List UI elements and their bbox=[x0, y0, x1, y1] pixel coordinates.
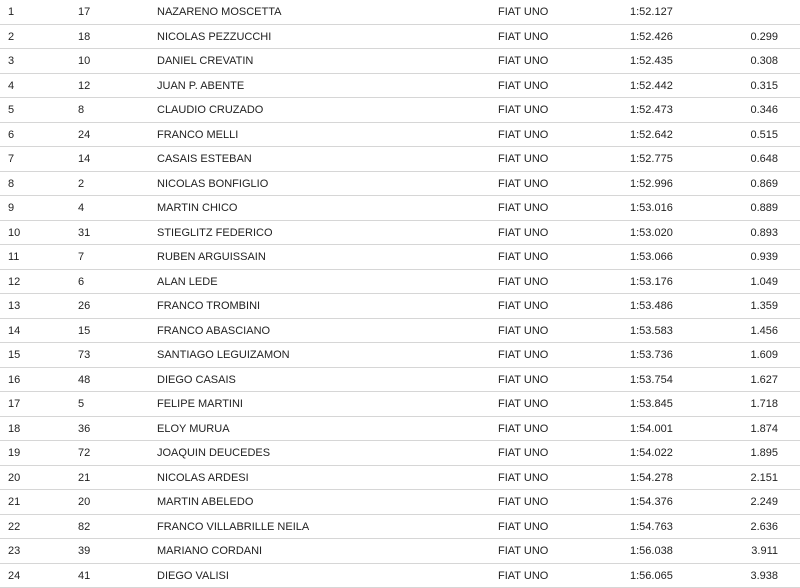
car-model-cell: FIAT UNO bbox=[498, 98, 548, 122]
car-model-cell: FIAT UNO bbox=[498, 270, 548, 294]
lap-time-cell: 1:52.996 bbox=[630, 172, 673, 196]
table-row bbox=[0, 221, 800, 246]
position-cell: 15 bbox=[8, 343, 20, 367]
gap-cell: 0.308 bbox=[750, 49, 778, 73]
table-row bbox=[0, 319, 800, 344]
car-number-cell: 12 bbox=[78, 74, 90, 98]
lap-time-cell: 1:53.020 bbox=[630, 221, 673, 245]
position-cell: 13 bbox=[8, 294, 20, 318]
position-cell: 19 bbox=[8, 441, 20, 465]
gap-cell: 0.315 bbox=[750, 74, 778, 98]
gap-cell: 1.609 bbox=[750, 343, 778, 367]
gap-cell: 1.049 bbox=[750, 270, 778, 294]
car-number-cell: 41 bbox=[78, 564, 90, 588]
lap-time-cell: 1:54.763 bbox=[630, 515, 673, 539]
table-row bbox=[0, 515, 800, 540]
position-cell: 17 bbox=[8, 392, 20, 416]
lap-time-cell: 1:54.001 bbox=[630, 417, 673, 441]
car-number-cell: 5 bbox=[78, 392, 84, 416]
car-model-cell: FIAT UNO bbox=[498, 539, 548, 563]
car-number-cell: 2 bbox=[78, 172, 84, 196]
car-number-cell: 18 bbox=[78, 25, 90, 49]
driver-name-cell: NAZARENO MOSCETTA bbox=[157, 0, 281, 24]
driver-name-cell: FRANCO ABASCIANO bbox=[157, 319, 270, 343]
table-row bbox=[0, 294, 800, 319]
driver-name-cell: NICOLAS BONFIGLIO bbox=[157, 172, 268, 196]
lap-time-cell: 1:52.775 bbox=[630, 147, 673, 171]
lap-time-cell: 1:53.736 bbox=[630, 343, 673, 367]
car-number-cell: 82 bbox=[78, 515, 90, 539]
car-model-cell: FIAT UNO bbox=[498, 417, 548, 441]
lap-time-cell: 1:53.176 bbox=[630, 270, 673, 294]
table-row bbox=[0, 564, 800, 588]
position-cell: 1 bbox=[8, 0, 14, 24]
car-model-cell: FIAT UNO bbox=[498, 196, 548, 220]
driver-name-cell: FRANCO MELLI bbox=[157, 123, 238, 147]
lap-time-cell: 1:52.426 bbox=[630, 25, 673, 49]
gap-cell: 1.359 bbox=[750, 294, 778, 318]
position-cell: 7 bbox=[8, 147, 14, 171]
position-cell: 4 bbox=[8, 74, 14, 98]
table-row bbox=[0, 270, 800, 295]
table-row bbox=[0, 74, 800, 99]
gap-cell: 0.515 bbox=[750, 123, 778, 147]
lap-time-cell: 1:53.016 bbox=[630, 196, 673, 220]
position-cell: 11 bbox=[8, 245, 19, 269]
table-row bbox=[0, 25, 800, 50]
lap-time-cell: 1:53.583 bbox=[630, 319, 673, 343]
gap-cell: 0.893 bbox=[750, 221, 778, 245]
car-model-cell: FIAT UNO bbox=[498, 490, 548, 514]
car-number-cell: 20 bbox=[78, 490, 90, 514]
gap-cell: 2.249 bbox=[750, 490, 778, 514]
lap-time-cell: 1:56.038 bbox=[630, 539, 673, 563]
driver-name-cell: FRANCO VILLABRILLE NEILA bbox=[157, 515, 309, 539]
car-model-cell: FIAT UNO bbox=[498, 441, 548, 465]
driver-name-cell: MARTIN ABELEDO bbox=[157, 490, 253, 514]
car-model-cell: FIAT UNO bbox=[498, 25, 548, 49]
car-number-cell: 10 bbox=[78, 49, 90, 73]
lap-time-cell: 1:53.066 bbox=[630, 245, 673, 269]
driver-name-cell: JOAQUIN DEUCEDES bbox=[157, 441, 270, 465]
car-number-cell: 31 bbox=[78, 221, 90, 245]
car-number-cell: 4 bbox=[78, 196, 84, 220]
car-number-cell: 36 bbox=[78, 417, 90, 441]
driver-name-cell: JUAN P. ABENTE bbox=[157, 74, 244, 98]
lap-time-cell: 1:52.442 bbox=[630, 74, 673, 98]
car-model-cell: FIAT UNO bbox=[498, 147, 548, 171]
gap-cell: 1.627 bbox=[750, 368, 778, 392]
car-number-cell: 73 bbox=[78, 343, 90, 367]
car-model-cell: FIAT UNO bbox=[498, 466, 548, 490]
lap-time-cell: 1:54.278 bbox=[630, 466, 673, 490]
car-number-cell: 39 bbox=[78, 539, 90, 563]
position-cell: 24 bbox=[8, 564, 20, 588]
gap-cell: 1.895 bbox=[750, 441, 778, 465]
table-row bbox=[0, 172, 800, 197]
car-model-cell: FIAT UNO bbox=[498, 343, 548, 367]
car-model-cell: FIAT UNO bbox=[498, 515, 548, 539]
gap-cell: 1.718 bbox=[750, 392, 778, 416]
driver-name-cell: DANIEL CREVATIN bbox=[157, 49, 253, 73]
position-cell: 3 bbox=[8, 49, 14, 73]
table-row bbox=[0, 123, 800, 148]
lap-time-cell: 1:54.376 bbox=[630, 490, 673, 514]
car-model-cell: FIAT UNO bbox=[498, 123, 548, 147]
car-model-cell: FIAT UNO bbox=[498, 0, 548, 24]
position-cell: 23 bbox=[8, 539, 20, 563]
gap-cell: 2.636 bbox=[750, 515, 778, 539]
driver-name-cell: CASAIS ESTEBAN bbox=[157, 147, 252, 171]
driver-name-cell: RUBEN ARGUISSAIN bbox=[157, 245, 266, 269]
car-model-cell: FIAT UNO bbox=[498, 564, 548, 588]
table-row bbox=[0, 539, 800, 564]
gap-cell: 0.869 bbox=[750, 172, 778, 196]
gap-cell: 3.911 bbox=[751, 539, 778, 563]
driver-name-cell: DIEGO VALISI bbox=[157, 564, 229, 588]
lap-time-cell: 1:53.845 bbox=[630, 392, 673, 416]
driver-name-cell: SANTIAGO LEGUIZAMON bbox=[157, 343, 290, 367]
position-cell: 6 bbox=[8, 123, 14, 147]
car-model-cell: FIAT UNO bbox=[498, 49, 548, 73]
driver-name-cell: FRANCO TROMBINI bbox=[157, 294, 260, 318]
car-number-cell: 7 bbox=[78, 245, 84, 269]
gap-cell: 1.874 bbox=[750, 417, 778, 441]
car-model-cell: FIAT UNO bbox=[498, 74, 548, 98]
gap-cell: 0.346 bbox=[750, 98, 778, 122]
car-number-cell: 21 bbox=[78, 466, 90, 490]
position-cell: 12 bbox=[8, 270, 20, 294]
lap-time-cell: 1:54.022 bbox=[630, 441, 673, 465]
car-number-cell: 48 bbox=[78, 368, 90, 392]
lap-time-cell: 1:56.065 bbox=[630, 564, 673, 588]
lap-time-cell: 1:52.435 bbox=[630, 49, 673, 73]
car-model-cell: FIAT UNO bbox=[498, 319, 548, 343]
driver-name-cell: STIEGLITZ FEDERICO bbox=[157, 221, 273, 245]
driver-name-cell: MARTIN CHICO bbox=[157, 196, 237, 220]
table-row bbox=[0, 343, 800, 368]
driver-name-cell: NICOLAS ARDESI bbox=[157, 466, 249, 490]
position-cell: 16 bbox=[8, 368, 20, 392]
position-cell: 5 bbox=[8, 98, 14, 122]
gap-cell: 1.456 bbox=[750, 319, 778, 343]
position-cell: 10 bbox=[8, 221, 20, 245]
car-model-cell: FIAT UNO bbox=[498, 368, 548, 392]
lap-time-cell: 1:53.486 bbox=[630, 294, 673, 318]
lap-time-cell: 1:53.754 bbox=[630, 368, 673, 392]
gap-cell: 2.151 bbox=[750, 466, 778, 490]
car-number-cell: 6 bbox=[78, 270, 84, 294]
table-row bbox=[0, 49, 800, 74]
car-model-cell: FIAT UNO bbox=[498, 221, 548, 245]
lap-time-cell: 1:52.127 bbox=[630, 0, 673, 24]
table-row bbox=[0, 0, 800, 25]
gap-cell: 0.648 bbox=[750, 147, 778, 171]
driver-name-cell: ALAN LEDE bbox=[157, 270, 218, 294]
car-number-cell: 14 bbox=[78, 147, 90, 171]
position-cell: 18 bbox=[8, 417, 20, 441]
position-cell: 22 bbox=[8, 515, 20, 539]
table-row bbox=[0, 147, 800, 172]
car-number-cell: 26 bbox=[78, 294, 90, 318]
position-cell: 20 bbox=[8, 466, 20, 490]
car-number-cell: 72 bbox=[78, 441, 90, 465]
position-cell: 14 bbox=[8, 319, 20, 343]
car-number-cell: 24 bbox=[78, 123, 90, 147]
driver-name-cell: ELOY MURUA bbox=[157, 417, 230, 441]
position-cell: 9 bbox=[8, 196, 14, 220]
gap-cell: 0.939 bbox=[750, 245, 778, 269]
car-model-cell: FIAT UNO bbox=[498, 392, 548, 416]
table-row bbox=[0, 441, 800, 466]
table-row bbox=[0, 98, 800, 123]
position-cell: 8 bbox=[8, 172, 14, 196]
position-cell: 2 bbox=[8, 25, 14, 49]
position-cell: 21 bbox=[8, 490, 20, 514]
car-number-cell: 17 bbox=[78, 0, 90, 24]
gap-cell: 0.299 bbox=[750, 25, 778, 49]
car-model-cell: FIAT UNO bbox=[498, 245, 548, 269]
gap-cell: 3.938 bbox=[750, 564, 778, 588]
driver-name-cell: CLAUDIO CRUZADO bbox=[157, 98, 263, 122]
table-row bbox=[0, 196, 800, 221]
table-row bbox=[0, 392, 800, 417]
driver-name-cell: MARIANO CORDANI bbox=[157, 539, 262, 563]
table-row bbox=[0, 245, 800, 270]
gap-cell: 0.889 bbox=[750, 196, 778, 220]
table-row bbox=[0, 466, 800, 491]
table-row bbox=[0, 368, 800, 393]
table-row bbox=[0, 417, 800, 442]
driver-name-cell: NICOLAS PEZZUCCHI bbox=[157, 25, 271, 49]
car-number-cell: 8 bbox=[78, 98, 84, 122]
driver-name-cell: FELIPE MARTINI bbox=[157, 392, 243, 416]
car-model-cell: FIAT UNO bbox=[498, 294, 548, 318]
lap-time-cell: 1:52.473 bbox=[630, 98, 673, 122]
driver-name-cell: DIEGO CASAIS bbox=[157, 368, 236, 392]
car-model-cell: FIAT UNO bbox=[498, 172, 548, 196]
table-row bbox=[0, 490, 800, 515]
car-number-cell: 15 bbox=[78, 319, 90, 343]
lap-time-cell: 1:52.642 bbox=[630, 123, 673, 147]
